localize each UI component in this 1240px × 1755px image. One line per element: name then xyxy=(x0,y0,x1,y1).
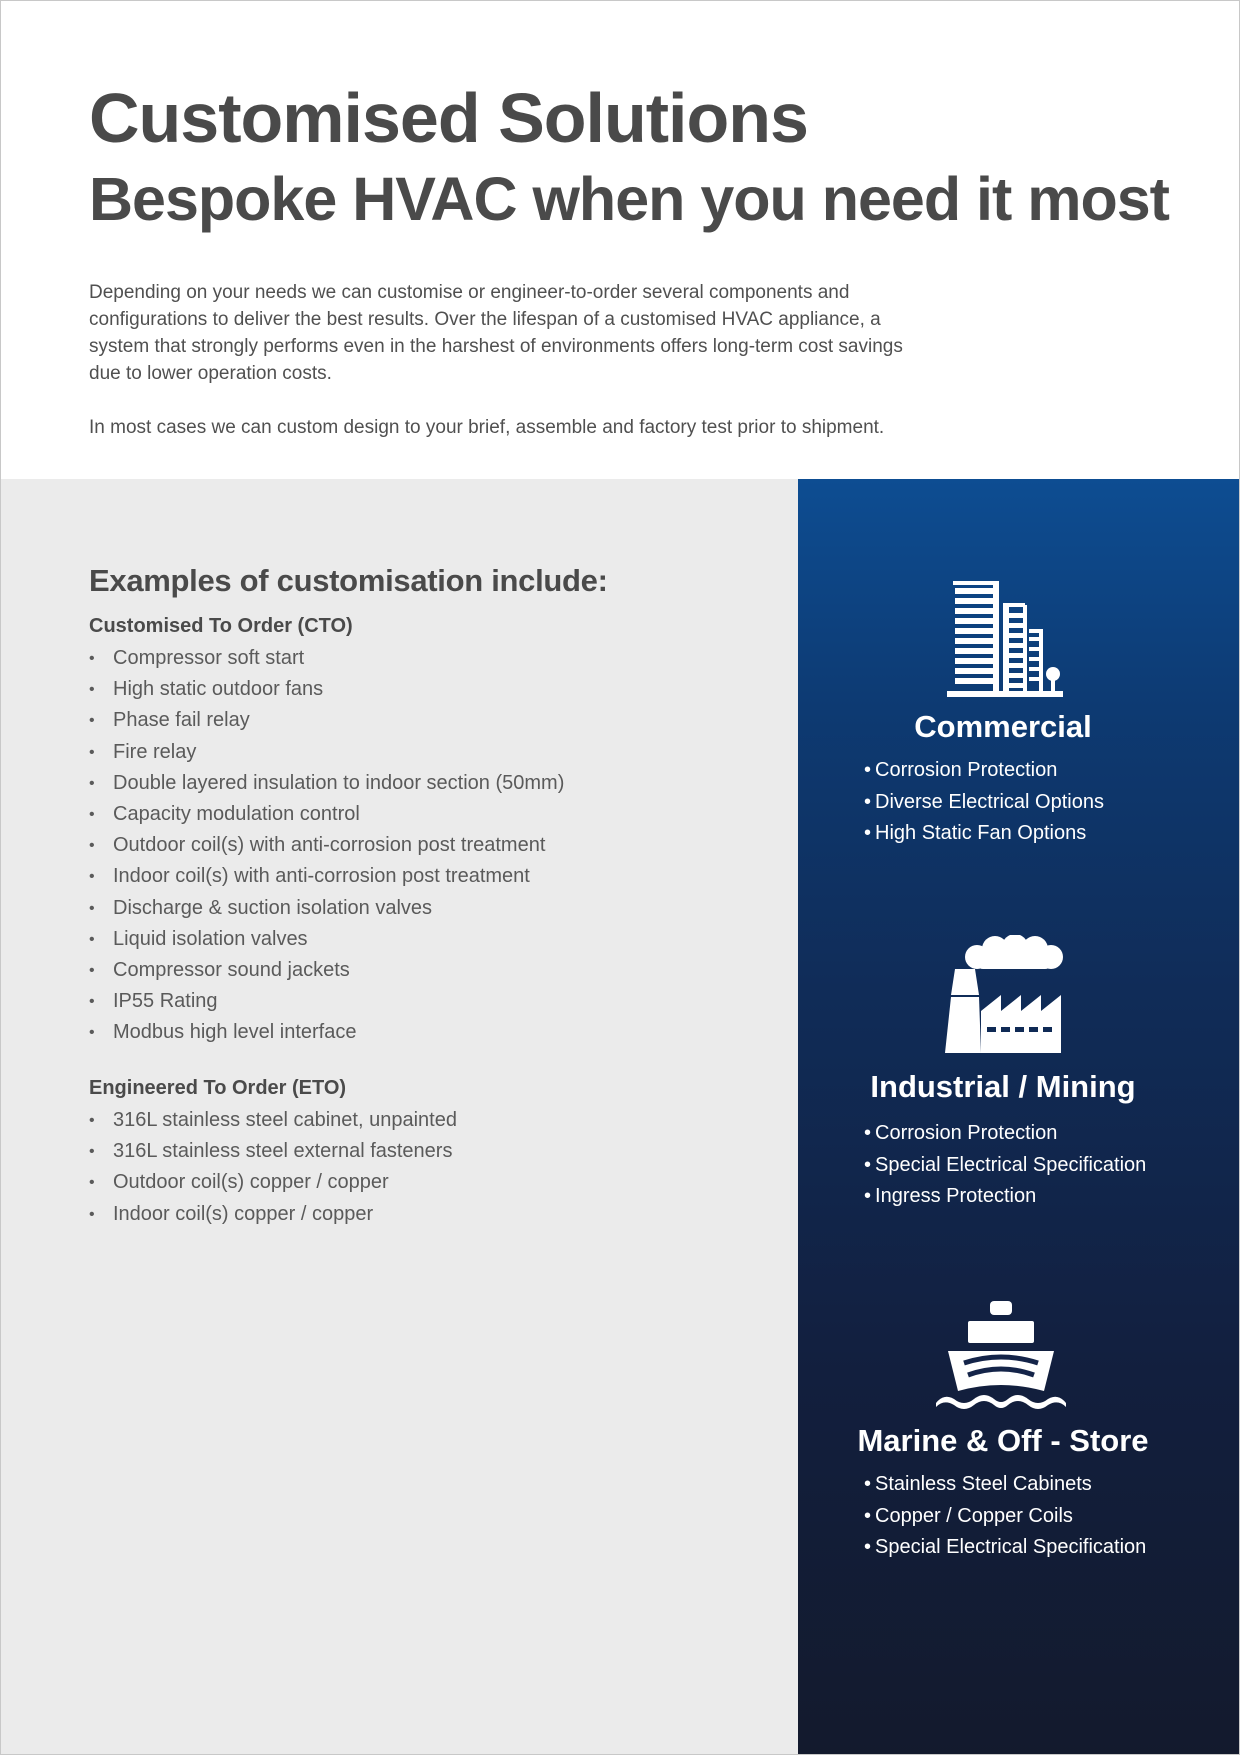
cto-title: Customised To Order (CTO) xyxy=(89,615,353,637)
page-title: Customised Solutions xyxy=(89,79,808,157)
list-item: • Special Electrical Specification xyxy=(864,1536,1147,1558)
list-item: • Stainless Steel Cabinets xyxy=(864,1473,1092,1495)
list-item: • Corrosion Protection xyxy=(864,1122,1058,1144)
list-item: • Indoor coil(s) copper / copper xyxy=(89,1199,457,1230)
examples-heading: Examples of customisation include: xyxy=(89,563,608,598)
list-item: • Outdoor coil(s) with anti-corrosion post treatment xyxy=(89,830,564,861)
list-item: • Ingress Protection xyxy=(864,1185,1037,1207)
intro-text xyxy=(89,279,909,468)
sector-title-commercial: Commercial xyxy=(914,709,1092,744)
sector-list-industrial xyxy=(864,1118,1146,1213)
list-item: • Diverse Electrical Options xyxy=(864,790,1104,813)
list-item: • Liquid isolation valves xyxy=(89,924,564,955)
list-item: • Fire relay xyxy=(89,737,564,768)
list-item: • Copper / Copper Coils xyxy=(864,1504,1073,1527)
eto-title: Engineered To Order (ETO) xyxy=(89,1077,347,1099)
page-subtitle: Bespoke HVAC when you need it most xyxy=(89,165,1169,233)
list-item: • Modbus high level interface xyxy=(89,1017,564,1048)
eto-list xyxy=(89,1105,457,1230)
examples-panel xyxy=(1,479,798,1755)
list-item: • Phase fail relay xyxy=(89,705,564,736)
list-item: • Special Electrical Specification xyxy=(864,1153,1147,1176)
list-item: • 316L stainless steel external fasteners xyxy=(89,1136,457,1167)
list-item: • High Static Fan Options xyxy=(864,822,1087,844)
sector-title-marine: Marine & Off - Store xyxy=(857,1423,1149,1458)
header xyxy=(1,1,1240,479)
intro-paragraph-1: Depending on your needs we can customise or engineer-to-order several components and configurations to deliver the best results. Over the lifespan of a customised HVAC appliance, a system that strongly performs even in the harshest of environments offers long-term cost savings due to lower operation costs. xyxy=(89,282,903,384)
list-item: • Indoor coil(s) with anti-corrosion post treatment xyxy=(89,861,564,892)
sector-title-industrial: Industrial / Mining xyxy=(870,1069,1136,1104)
list-item: • Capacity modulation control xyxy=(89,799,564,830)
list-item: • 316L stainless steel cabinet, unpainted xyxy=(89,1105,457,1136)
ship-icon xyxy=(934,1299,1068,1415)
list-item: • Outdoor coil(s) copper / copper xyxy=(89,1167,457,1198)
building-icon xyxy=(943,579,1065,701)
list-item: • Compressor sound jackets xyxy=(89,955,564,986)
list-item: • Compressor soft start xyxy=(89,643,564,674)
cto-list xyxy=(89,643,564,1049)
sector-list-commercial xyxy=(864,755,1104,850)
cto-group xyxy=(89,613,564,1049)
eto-group xyxy=(89,1075,457,1230)
list-item: • Discharge & suction isolation valves xyxy=(89,893,564,924)
intro-paragraph-2: In most cases we can custom design to your brief, assemble and factory test prior to shipment. xyxy=(89,417,885,438)
list-item: • Corrosion Protection xyxy=(864,759,1058,781)
list-item: • Double layered insulation to indoor section (50mm) xyxy=(89,768,564,799)
sectors-panel xyxy=(798,479,1240,1755)
sector-list-marine xyxy=(864,1469,1146,1564)
list-item: • High static outdoor fans xyxy=(89,674,564,705)
factory-icon xyxy=(941,935,1065,1059)
list-item: • IP55 Rating xyxy=(89,986,564,1017)
